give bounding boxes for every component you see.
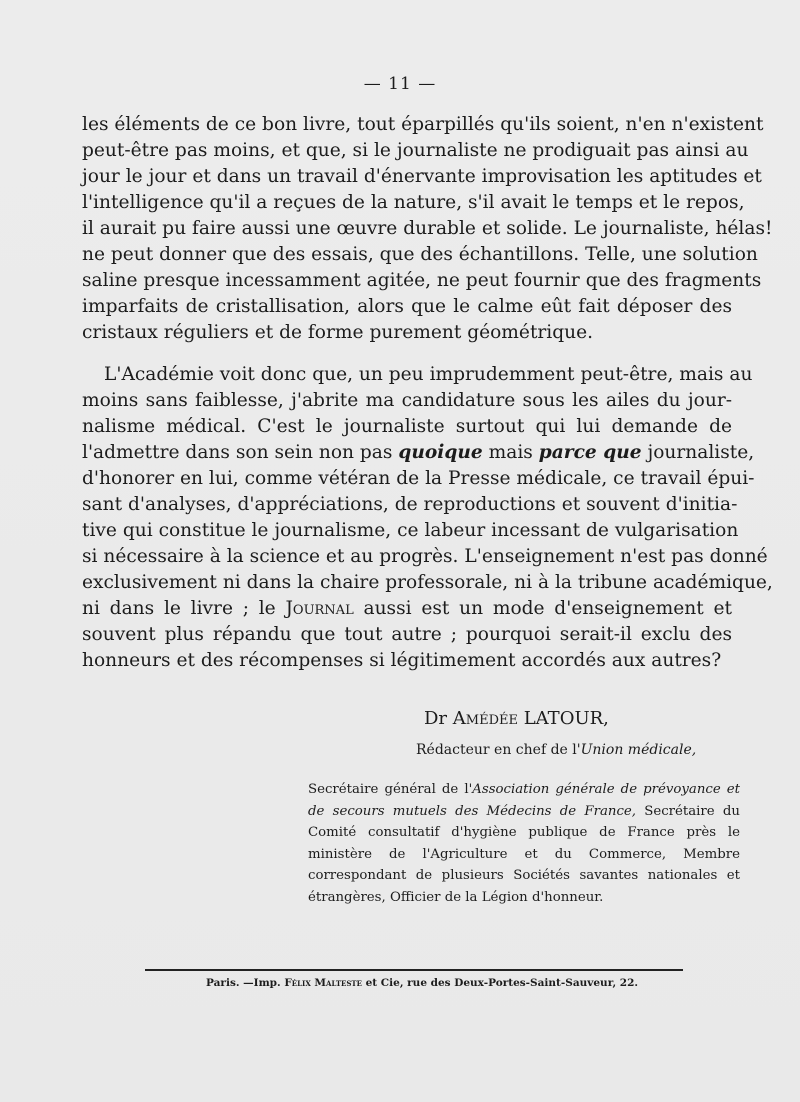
printer-name: Félix Malteste bbox=[284, 977, 362, 989]
paragraph-1-line: saline presque incessamment agitée, ne peut fournir que des fragments bbox=[82, 270, 762, 291]
paragraph-2-line: L'Académie voit donc que, un peu imprudemment peut-être, mais au bbox=[104, 364, 753, 385]
paragraph-2-line bbox=[82, 596, 732, 622]
text-run: ni dans le livre ; le bbox=[82, 598, 286, 619]
paragraph-2-line: souvent plus répandu que tout autre ; pourquoi serait-il exclu des bbox=[82, 624, 732, 645]
signature-last-name: LATOUR, bbox=[523, 708, 609, 729]
text-run: Secrétaire du Comité consultatif d'hygiène publique de France près le ministère de l'Agriculture et du Commerce, Membre correspondant de plusieurs Sociétés savantes nationales et étrangères, Officier de la Légion d'honneur. bbox=[308, 803, 740, 905]
text-run: Paris. —Imp. bbox=[206, 977, 285, 989]
printer-imprint bbox=[206, 977, 726, 989]
paragraph-1-line: l'intelligence qu'il a reçues de la nature, s'il avait le temps et le repos, bbox=[82, 192, 745, 213]
association-name: Association générale de prévoyance et de secours mutuels des Médecins de France, bbox=[308, 782, 740, 819]
signature bbox=[424, 708, 744, 729]
paragraph-1-line: peut-être pas moins, et que, si le journaliste ne prodiguait pas ainsi au bbox=[82, 140, 749, 161]
paragraph-1 bbox=[82, 112, 773, 346]
paragraph-1-line: ne peut donner que des essais, que des échantillons. Telle, une solution bbox=[82, 244, 758, 265]
text-run: Secrétaire général de l' bbox=[308, 782, 473, 797]
text-run: journaliste, bbox=[641, 442, 755, 463]
page-number: — 11 — bbox=[363, 74, 437, 94]
emphasis-parce-que: parce que bbox=[538, 442, 642, 463]
paragraph-2-line: honneurs et des récompenses si légitimement accordés aux autres? bbox=[82, 650, 722, 671]
journal-smallcaps: Journal bbox=[285, 598, 354, 619]
role-secretary bbox=[308, 779, 740, 908]
paragraph-1-line: il aurait pu faire aussi une œuvre durable et solide. Le journaliste, hélas! bbox=[82, 218, 773, 239]
text-run: l'admettre dans son sein non pas bbox=[82, 442, 399, 463]
paragraph-2-line: tive qui constitue le journalisme, ce labeur incessant de vulgarisation bbox=[82, 520, 739, 541]
paragraph-2-line: moins sans faiblesse, j'abrite ma candidature sous les ailes du jour- bbox=[82, 390, 732, 411]
paragraph-1-line: les éléments de ce bon livre, tout éparpillés qu'ils soient, n'en n'existent bbox=[82, 114, 764, 135]
paragraph-2-line: si nécessaire à la science et au progrès. L'enseignement n'est pas donné bbox=[82, 546, 768, 567]
divider-rule bbox=[145, 969, 683, 971]
paragraph-2 bbox=[82, 362, 773, 674]
text-run: Rédacteur en chef de l' bbox=[416, 742, 581, 758]
paragraph-1-line: jour le jour et dans un travail d'énervante improvisation les aptitudes et bbox=[82, 166, 762, 187]
paragraph-1-line: cristaux réguliers et de forme purement géométrique. bbox=[82, 322, 594, 343]
paragraph-2-line: nalisme médical. C'est le journaliste surtout qui lui demande de bbox=[82, 416, 732, 437]
role-editor bbox=[416, 742, 746, 758]
emphasis-quoique: quoique bbox=[398, 442, 483, 463]
text-run: mais bbox=[482, 442, 539, 463]
paragraph-2-line: exclusivement ni dans la chaire professorale, ni à la tribune académique, bbox=[82, 572, 773, 593]
signature-first-name: Amédée bbox=[452, 708, 518, 729]
text-run: aussi est un mode d'enseignement et bbox=[353, 598, 732, 619]
paragraph-2-line: sant d'analyses, d'appréciations, de reproductions et souvent d'initia- bbox=[82, 494, 738, 515]
text-run: et Cie, rue des Deux-Portes-Saint-Sauveur, 22. bbox=[361, 977, 639, 989]
journal-name: Union médicale, bbox=[580, 742, 697, 758]
paragraph-2-line bbox=[82, 440, 755, 466]
paragraph-2-line: d'honorer en lui, comme vétéran de la Presse médicale, ce travail épui- bbox=[82, 468, 755, 489]
signature-title: Dr bbox=[424, 708, 448, 729]
paragraph-1-line: imparfaits de cristallisation, alors que le calme eût fait déposer des bbox=[82, 296, 732, 317]
